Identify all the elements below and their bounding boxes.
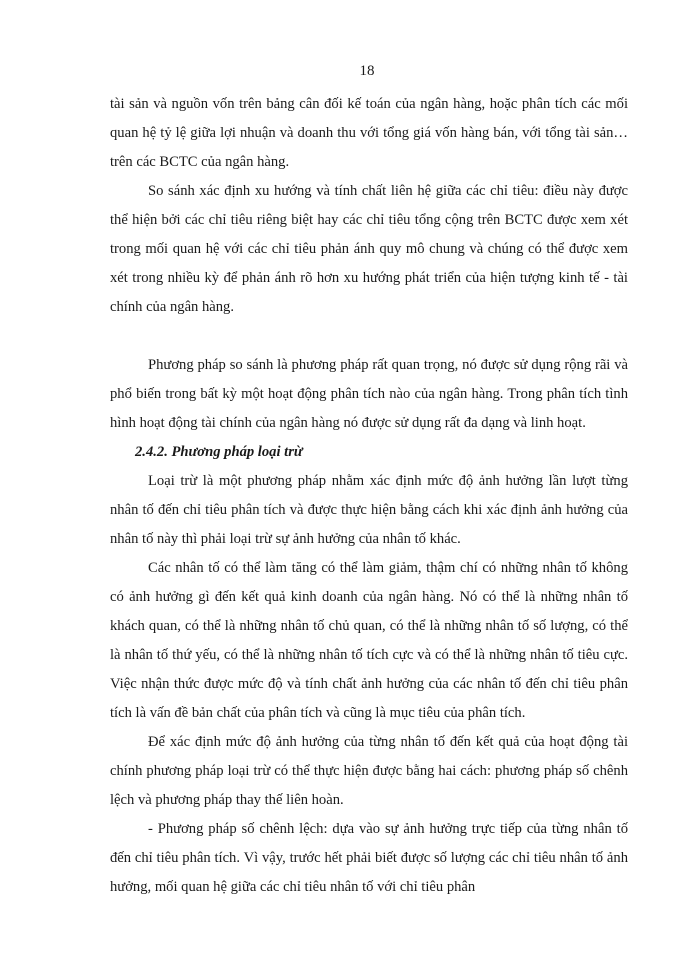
section-heading: 2.4.2. Phương pháp loại trừ <box>135 444 303 460</box>
paragraph-factors: Các nhân tố có thể làm tăng có thể làm giảm, thậm chí có những nhân tố không có ảnh hưởng gì đến kết quả kinh doanh của ngân hàng. Nó có thể là những nhân tố khách quan, có thể là những nhân tố chủ quan, có thể là những nhân tố số lượng, có thể là nhân tố thứ yếu, có thể là những nhân tố tích cực và có thể là những nhân tố tiêu cực. Việc nhận thức được mức độ và tính chất ảnh hưởng của các nhân tố đến chỉ tiêu phân tích là vấn đề bản chất của phân tích và cũng là mục tiêu của phân tích. <box>110 560 628 721</box>
document-body <box>110 90 628 902</box>
paragraph-comparison-method: Phương pháp so sánh là phương pháp rất quan trọng, nó được sử dụng rộng rãi và phổ biến trong bất kỳ một hoạt động phân tích nào của ngân hàng. Trong phân tích tình hình hoạt động tài chính của ngân hàng nó được sử dụng rất đa dạng và linh hoạt. <box>110 357 628 431</box>
paragraph-elimination-definition: Loại trừ là một phương pháp nhằm xác định mức độ ảnh hưởng lần lượt từng nhân tố đến chỉ tiêu phân tích và được thực hiện bằng cách khi xác định ảnh hưởng của nhân tố này thì phải loại trừ sự ảnh hưởng của nhân tố khác. <box>110 473 628 547</box>
paragraph-continuation: tài sản và nguồn vốn trên bảng cân đối kế toán của ngân hàng, hoặc phân tích các mối quan hệ tỷ lệ giữa lợi nhuận và doanh thu với tổng giá vốn hàng bán, với tổng tài sản…trên các BCTC của ngân hàng. <box>110 96 628 170</box>
paragraph-two-methods: Để xác định mức độ ảnh hưởng của từng nhân tố đến kết quả của hoạt động tài chính phương pháp loại trừ có thể thực hiện được bằng hai cách: phương pháp số chênh lệch và phương pháp thay thế liên hoàn. <box>110 734 628 808</box>
paragraph-trend-comparison: So sánh xác định xu hướng và tính chất liên hệ giữa các chỉ tiêu: điều này được thể hiện bởi các chỉ tiêu riêng biệt hay các chỉ tiêu tổng cộng trên BCTC được xem xét trong mối quan hệ với các chỉ tiêu phản ánh quy mô chung và chúng có thể được xem xét trong nhiều kỳ để phản ánh rõ hơn xu hướng phát triển của hiện tượng kinh tế - tài chính của ngân hàng. <box>110 183 628 315</box>
paragraph-difference-method: - Phương pháp số chênh lệch: dựa vào sự ảnh hưởng trực tiếp của từng nhân tố đến chỉ tiêu phân tích. Vì vậy, trước hết phải biết được số lượng các chỉ tiêu nhân tố ảnh hưởng, mối quan hệ giữa các chỉ tiêu nhân tố với chỉ tiêu phân <box>110 821 628 895</box>
page-number: 18 <box>359 63 375 79</box>
